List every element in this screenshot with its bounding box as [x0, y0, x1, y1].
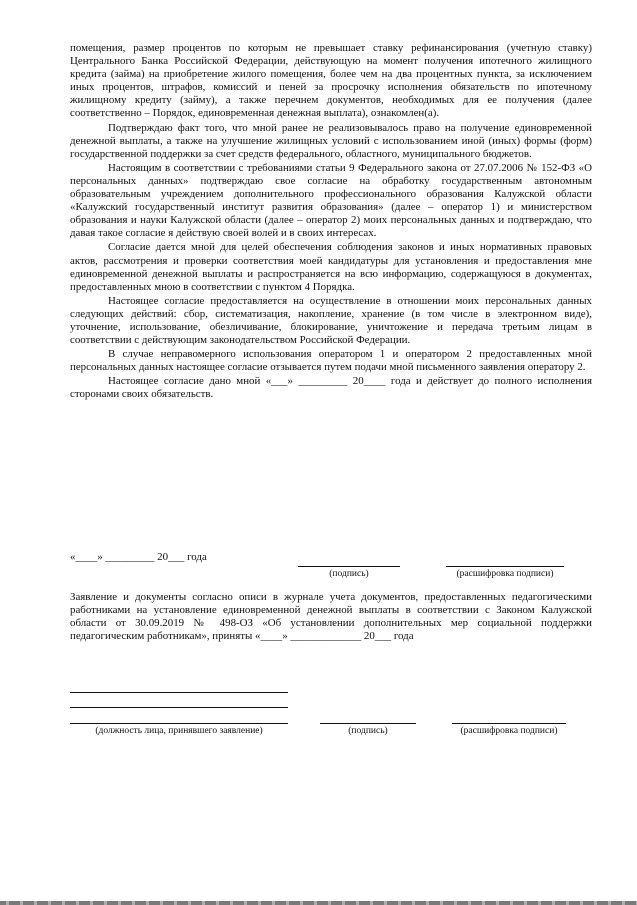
position-caption: (должность лица, принявшего заявление)	[95, 726, 263, 736]
applicant-decoding-field	[446, 566, 564, 579]
position-field	[70, 723, 288, 736]
applicant-signature-field	[298, 566, 400, 579]
scan-bottom-edge	[0, 901, 637, 905]
applicant-date-line: «____» _________ 20___ года	[70, 551, 207, 563]
paragraph-consent-actions: Настоящее согласие предоставляется на осуществление в отношении моих персональных данных следующих действий: сбор, систематизация, накопление, хранение (в том числе в электронном виде), уточнение, использование, обезличивание, блокирование, уничтожение и передача третьим лицам в соответствии с действующим законодательством Российской Федерации.	[70, 294, 592, 347]
paragraph-personal-data-consent: Настоящим в соответствии с требованиями статьи 9 Федерального закона от 27.07.2006 № 152-ФЗ «О персональных данных» подтверждаю свое согласие на обработку государственным автономным образовательным учреждением дополнительного профессионального образования Калужской области «Калужский государственный институт развития образования» (далее – оператор 1) и министерством образования и науки Калужской области (далее – оператор 2) моих персональных данных и подтверждаю, что давая такое согласие я действую своей волей и в своих интересах.	[70, 161, 592, 240]
acceptor-signature-caption: (подпись)	[348, 726, 388, 736]
acceptance-statement	[70, 591, 592, 643]
position-blank-line-1	[70, 692, 288, 693]
position-blank-line-2	[70, 707, 288, 708]
applicant-signature-caption: (подпись)	[329, 569, 369, 579]
acceptor-decoding-caption: (расшифровка подписи)	[460, 726, 558, 736]
paragraph-validity: Настоящее согласие дано мной «___» _________ 20____ года и действует до полного исполнения сторонами своих обязательств.	[70, 375, 592, 401]
acceptor-decoding-field	[452, 723, 566, 736]
paragraph-confirmation: Подтверждаю факт того, что мной ранее не реализовывалось право на получение единовременной денежной выплаты, а также на улучшение жилищных условий с использованием иной (иных) формы (форм) государственной поддержки за счет средств федерального, областного, муниципального бюджетов.	[70, 121, 592, 160]
paragraph-revocation: В случае неправомерного использования оператором 1 и оператором 2 предоставленных мной персональных данных настоящее согласие отзывается путем подачи мной письменного заявления оператору 2.	[70, 348, 592, 374]
consent-body	[70, 42, 592, 403]
acceptor-signature-field	[320, 723, 416, 736]
acceptance-statement-text: Заявление и документы согласно описи в журнале учета документов, предоставленных педагогическими работниками на установление единовременной денежной выплаты в соответствии с Законом Калужской области от 30.09.2019 № 498-ОЗ «Об установлении дополнительных мер социальной поддержки педагогическим работникам», приняты «____» _____________ 20___ года	[70, 591, 592, 643]
applicant-decoding-caption: (расшифровка подписи)	[456, 569, 554, 579]
paragraph-procedure: помещения, размер процентов по которым не превышает ставку рефинансирования (учетную ставку) Центрального Банка Российской Федерации, действующую на момент получения ипотечного жилищного кредита (займа) на приобретение жилого помещения, более чем на два процентных пункта, за исключением иных процентов, штрафов, комиссий и пеней за просрочку исполнения обязательств по ипотечному жилищному кредиту (займу), а также перечнем документов, необходимых для ее получения (далее соответственно – Порядок, единовременная денежная выплата), ознакомлен(а).	[70, 42, 592, 120]
paragraph-consent-purpose: Согласие дается мной для целей обеспечения соблюдения законов и иных нормативных правовых актов, рассмотрения и проверки соответствия моей кандидатуры для установления и предоставления мне единовременной денежной выплаты и распространяется на всю информацию, содержащуюся в документах, предоставленных мною в соответствии с пунктом 4 Порядка.	[70, 241, 592, 293]
